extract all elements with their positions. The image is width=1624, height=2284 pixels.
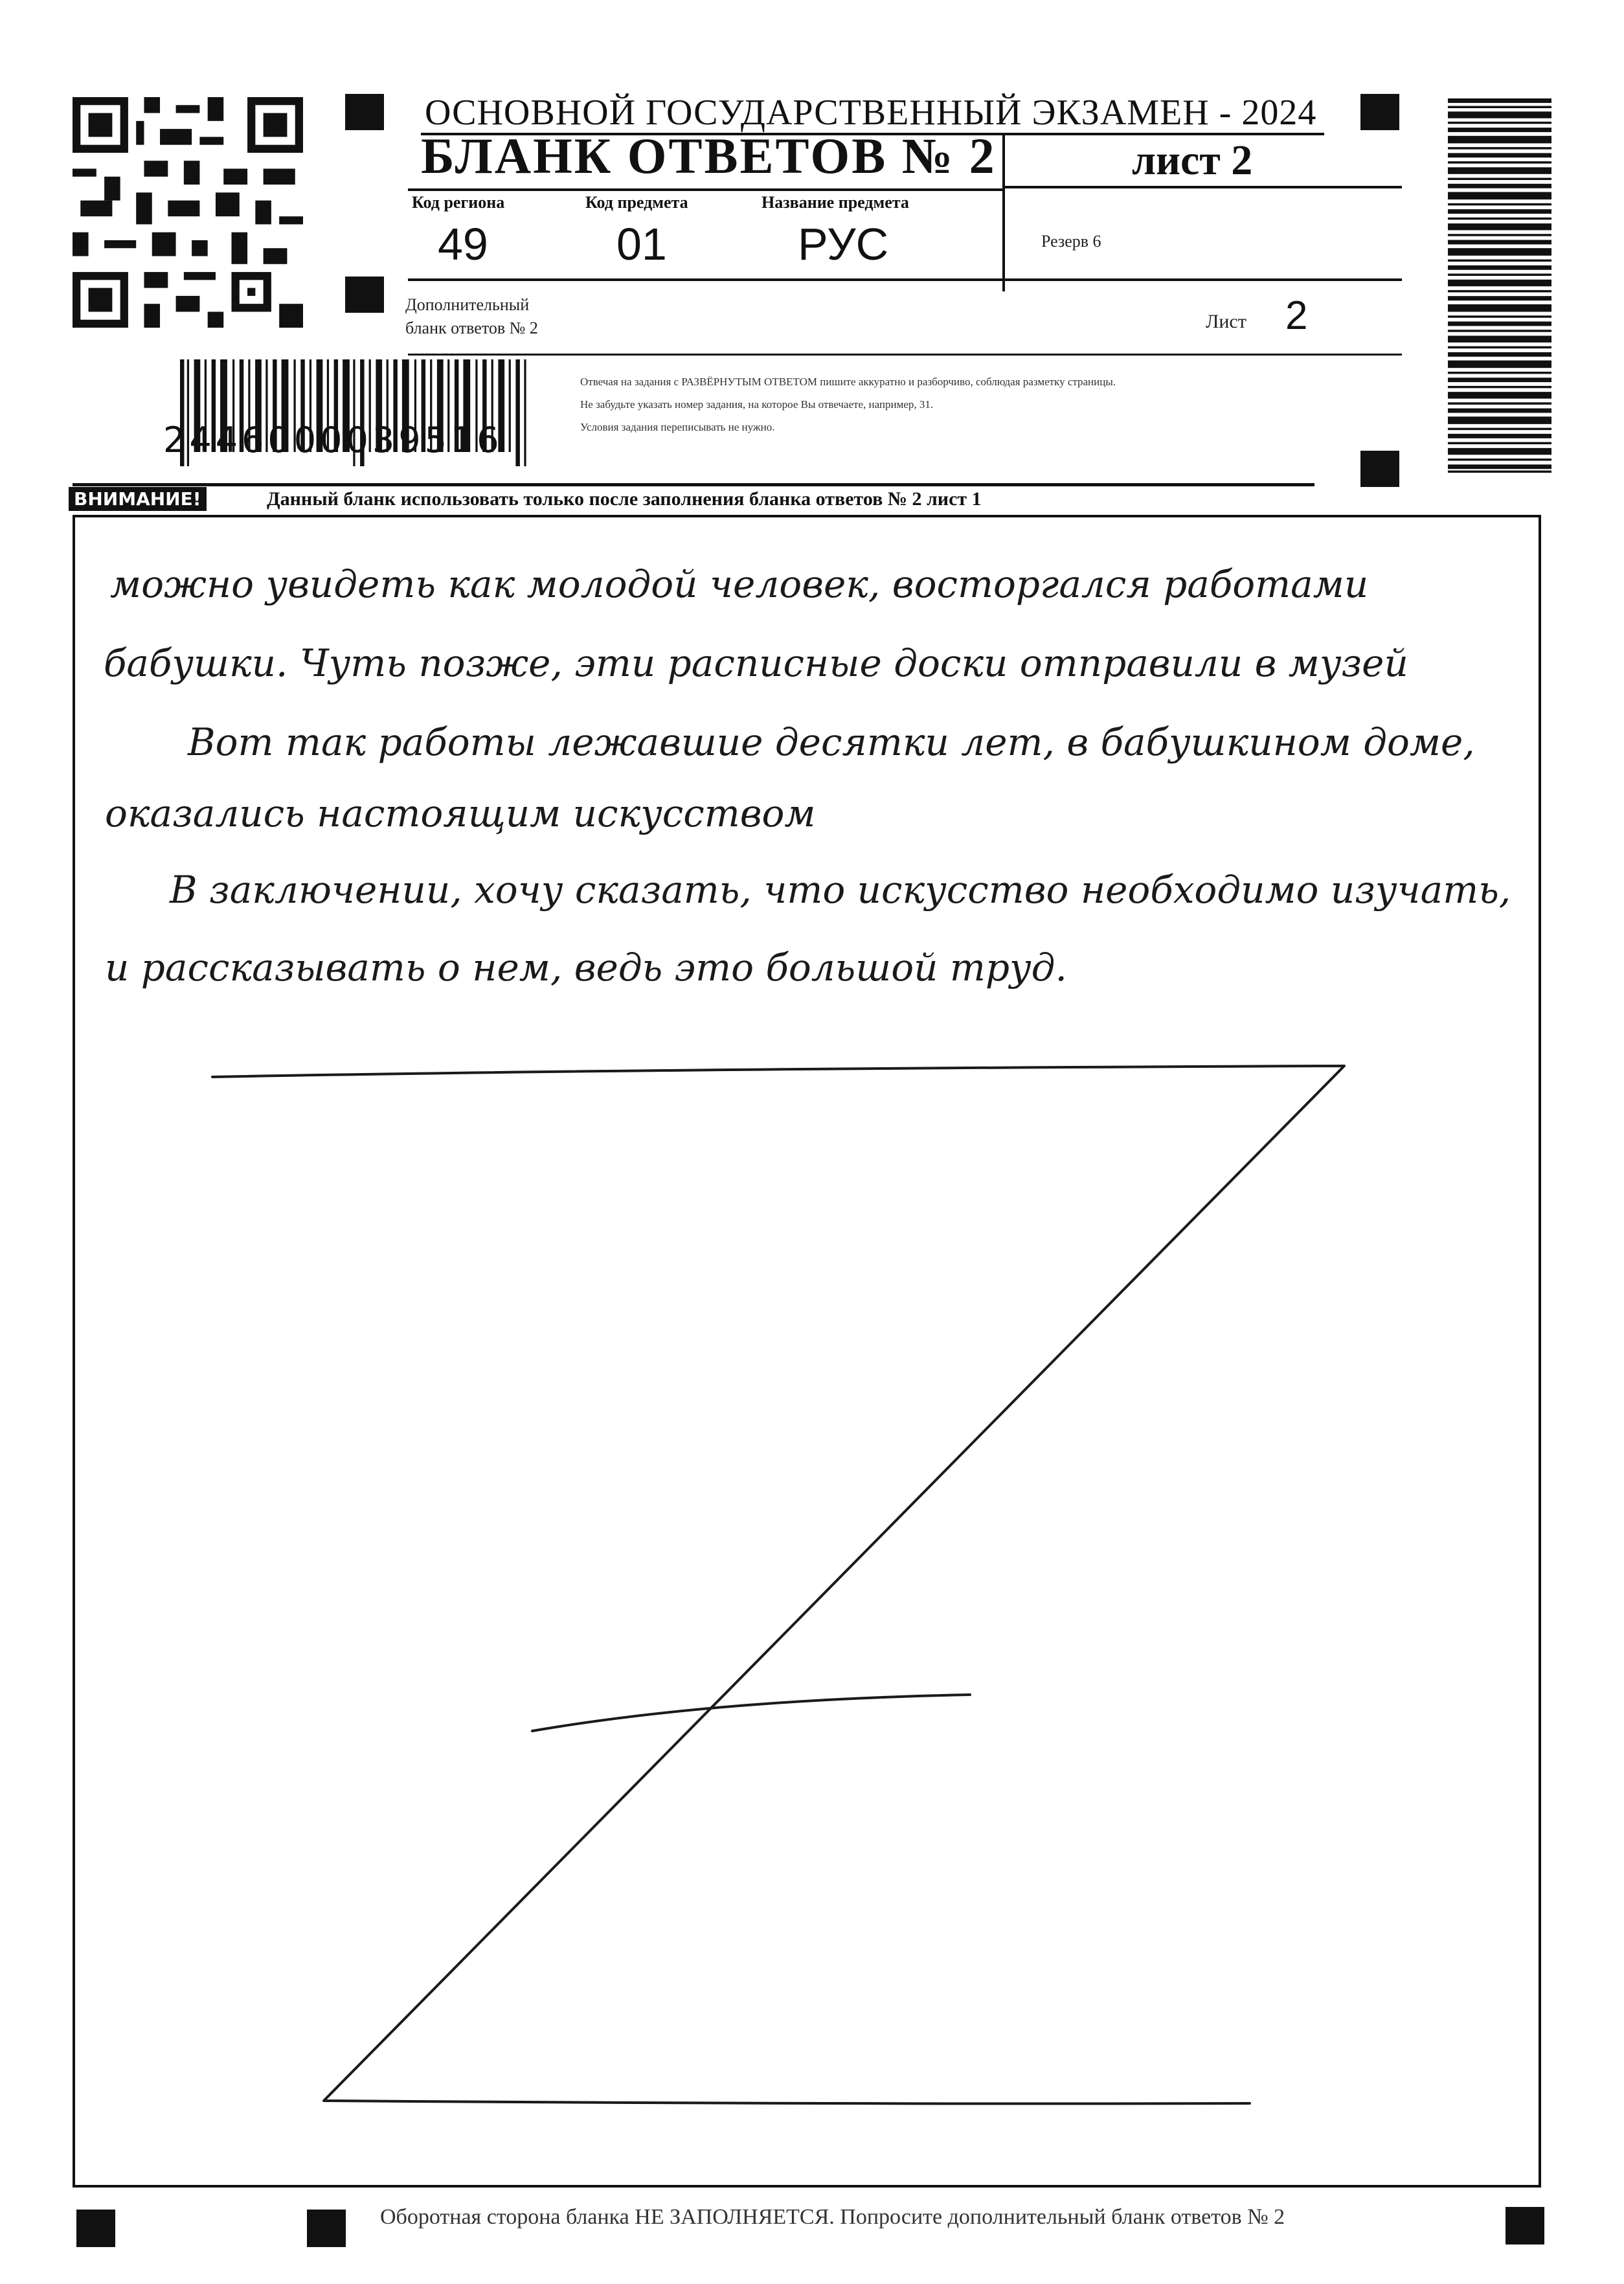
subject-code-label: Код предмета: [585, 193, 688, 212]
sheet-label: Лист: [1206, 311, 1246, 332]
sheet-title: лист 2: [1132, 137, 1253, 184]
subject-name-label: Название предмета: [761, 193, 909, 212]
footer-note: Оборотная сторона бланка НЕ ЗАПОЛНЯЕТСЯ. Попросите дополнительный бланк ответов № 2: [380, 2205, 1285, 2229]
handwritten-line: бабушки. Чуть позже, эти расписные доски отправили в музей: [104, 641, 1408, 685]
extra-form-label: бланк ответов № 2: [405, 319, 538, 337]
handwritten-line: В заключении, хочу сказать, что искусство необходимо изучать,: [170, 868, 1511, 912]
extra-form-label: Дополнительный: [405, 295, 530, 314]
warning-badge: ВНИМАНИЕ!: [69, 487, 207, 511]
subject-name-value: РУС: [798, 219, 889, 269]
region-value: 49: [438, 219, 488, 269]
subject-code-value: 01: [616, 219, 667, 269]
form-title: БЛАНК ОТВЕТОВ № 2: [421, 128, 997, 184]
warning-text: Данный бланк использовать только после заполнения бланка ответов № 2 лист 1: [267, 488, 982, 510]
handwritten-line: можно увидеть как молодой человек, восторгался работами: [110, 562, 1369, 606]
instruction-line: Не забудьте указать номер задания, на которое Вы отвечаете, например, 31.: [580, 398, 934, 411]
handwritten-line: оказались настоящим искусством: [105, 791, 816, 835]
reserve-label: Резерв 6: [1041, 232, 1101, 251]
instruction-line: Условия задания переписывать не нужно.: [580, 421, 775, 433]
barcode-number: 2446000039516: [163, 420, 503, 460]
sheet-value: 2: [1285, 293, 1308, 338]
handwritten-line: Вот так работы лежавшие десятки лет, в бабушкином доме,: [188, 720, 1475, 764]
instruction-line: Отвечая на задания с РАЗВЁРНУТЫМ ОТВЕТОМ пишите аккуратно и разборчиво, соблюдая разметку страницы.: [580, 376, 1116, 388]
region-label: Код региона: [412, 193, 505, 212]
exam-title: ОСНОВНОЙ ГОСУДАРСТВЕННЫЙ ЭКЗАМЕН - 2024: [425, 93, 1317, 133]
handwritten-line: и рассказывать о нем, ведь это большой труд.: [105, 945, 1067, 989]
